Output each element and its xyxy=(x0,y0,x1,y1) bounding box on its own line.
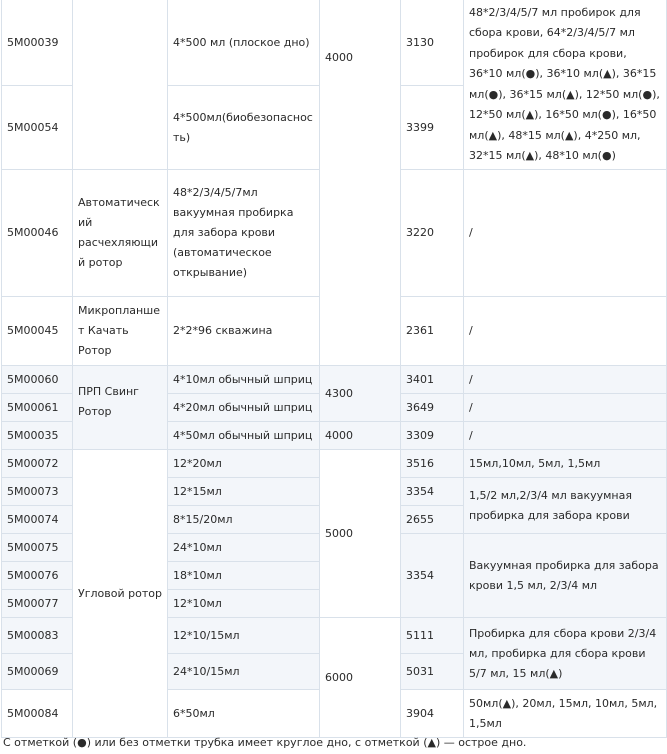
price: 3401 xyxy=(401,366,464,394)
item-code: 5M00075 xyxy=(2,534,73,562)
item-code: 5M00054 xyxy=(2,86,73,170)
tube-capacity: 48*2/3/4/5/7мл вакуумная пробирка для забора крови (автоматическое открывание) xyxy=(168,170,320,297)
compatible-tubes: / xyxy=(464,422,667,450)
tube-capacity: 4*500мл(биобезопасность) xyxy=(168,86,320,170)
rotor-spec-table xyxy=(1,0,667,738)
item-code: 5M00076 xyxy=(2,562,73,590)
item-code: 5M00074 xyxy=(2,506,73,534)
item-code: 5M00035 xyxy=(2,422,73,450)
rotor-name: ПРП Свинг Ротор xyxy=(73,366,168,450)
compatible-tubes: 15мл,10мл, 5мл, 1,5мл xyxy=(464,450,667,478)
compatible-tubes: / xyxy=(464,394,667,422)
item-code: 5M00061 xyxy=(2,394,73,422)
item-code: 5M00073 xyxy=(2,478,73,506)
price: 3354 xyxy=(401,534,464,618)
price: 2361 xyxy=(401,297,464,366)
tube-capacity: 6*50мл xyxy=(168,690,320,738)
rotor-name: Микропланшет Качать Ротор xyxy=(73,297,168,366)
price: 3904 xyxy=(401,690,464,738)
compatible-tubes: 48*2/3/4/5/7 мл пробирок для сбора крови, 64*2/3/4/5/7 мл пробирок для сбора крови, 36*10 мл(●), 36*10 мл(▲), 36*15 мл(●), 36*15 мл(▲), 12*50 мл(●), 12*50 мл(▲), 16*50 мл(●), 16*50 мл(▲), 48*15 мл(▲), 4*250 мл, 32*15 мл(▲), 48*10 мл(●) xyxy=(464,0,667,170)
price: 3130 xyxy=(401,0,464,86)
price: 2655 xyxy=(401,506,464,534)
compatible-tubes: / xyxy=(464,170,667,297)
rotor-name: Автоматический расчехляющий ротор xyxy=(73,170,168,297)
item-code: 5M00077 xyxy=(2,590,73,618)
compatible-tubes: Вакуумная пробирка для забора крови 1,5 мл, 2/3/4 мл xyxy=(464,534,667,618)
item-code: 5M00083 xyxy=(2,618,73,654)
table-row xyxy=(2,0,667,86)
tube-capacity: 4*10мл обычный шприц xyxy=(168,366,320,394)
price: 3309 xyxy=(401,422,464,450)
item-code: 5M00084 xyxy=(2,690,73,738)
item-code: 5M00069 xyxy=(2,654,73,690)
price: 3649 xyxy=(401,394,464,422)
tube-capacity: 12*15мл xyxy=(168,478,320,506)
table-row xyxy=(2,450,667,478)
max-speed: 5000 xyxy=(320,450,401,618)
item-code: 5M00039 xyxy=(2,0,73,86)
max-speed: 4000 xyxy=(320,422,401,450)
compatible-tubes: / xyxy=(464,297,667,366)
tube-capacity: 12*10мл xyxy=(168,590,320,618)
item-code: 5M00072 xyxy=(2,450,73,478)
item-code: 5M00045 xyxy=(2,297,73,366)
max-speed: 6000 xyxy=(320,618,401,738)
table-row xyxy=(2,366,667,394)
item-code: 5M00046 xyxy=(2,170,73,297)
rotor-name: Угловой ротор xyxy=(73,450,168,738)
price: 3399 xyxy=(401,86,464,170)
price: 3354 xyxy=(401,478,464,506)
tube-capacity: 18*10мл xyxy=(168,562,320,590)
tube-capacity: 2*2*96 скважина xyxy=(168,297,320,366)
rotor-name xyxy=(73,0,168,170)
max-speed: 4000 xyxy=(320,0,401,366)
tube-capacity: 24*10мл xyxy=(168,534,320,562)
tube-capacity: 4*20мл обычный шприц xyxy=(168,394,320,422)
price: 5031 xyxy=(401,654,464,690)
max-speed: 4300 xyxy=(320,366,401,422)
compatible-tubes: 1,5/2 мл,2/3/4 мл вакуумная пробирка для забора крови xyxy=(464,478,667,534)
tube-capacity: 12*10/15мл xyxy=(168,618,320,654)
price: 3220 xyxy=(401,170,464,297)
tube-capacity: 4*500 мл (плоское дно) xyxy=(168,0,320,86)
compatible-tubes: Пробирка для сбора крови 2/3/4 мл, пробирка для сбора крови 5/7 мл, 15 мл(▲) xyxy=(464,618,667,690)
price: 5111 xyxy=(401,618,464,654)
footnote: С отметкой (●) или без отметки трубка имеет круглое дно, с отметкой (▲) — острое дно. xyxy=(3,736,527,749)
compatible-tubes: / xyxy=(464,366,667,394)
price: 3516 xyxy=(401,450,464,478)
tube-capacity: 24*10/15мл xyxy=(168,654,320,690)
tube-capacity: 8*15/20мл xyxy=(168,506,320,534)
compatible-tubes: 50мл(▲), 20мл, 15мл, 10мл, 5мл, 1,5мл xyxy=(464,690,667,738)
item-code: 5M00060 xyxy=(2,366,73,394)
tube-capacity: 4*50мл обычный шприц xyxy=(168,422,320,450)
tube-capacity: 12*20мл xyxy=(168,450,320,478)
